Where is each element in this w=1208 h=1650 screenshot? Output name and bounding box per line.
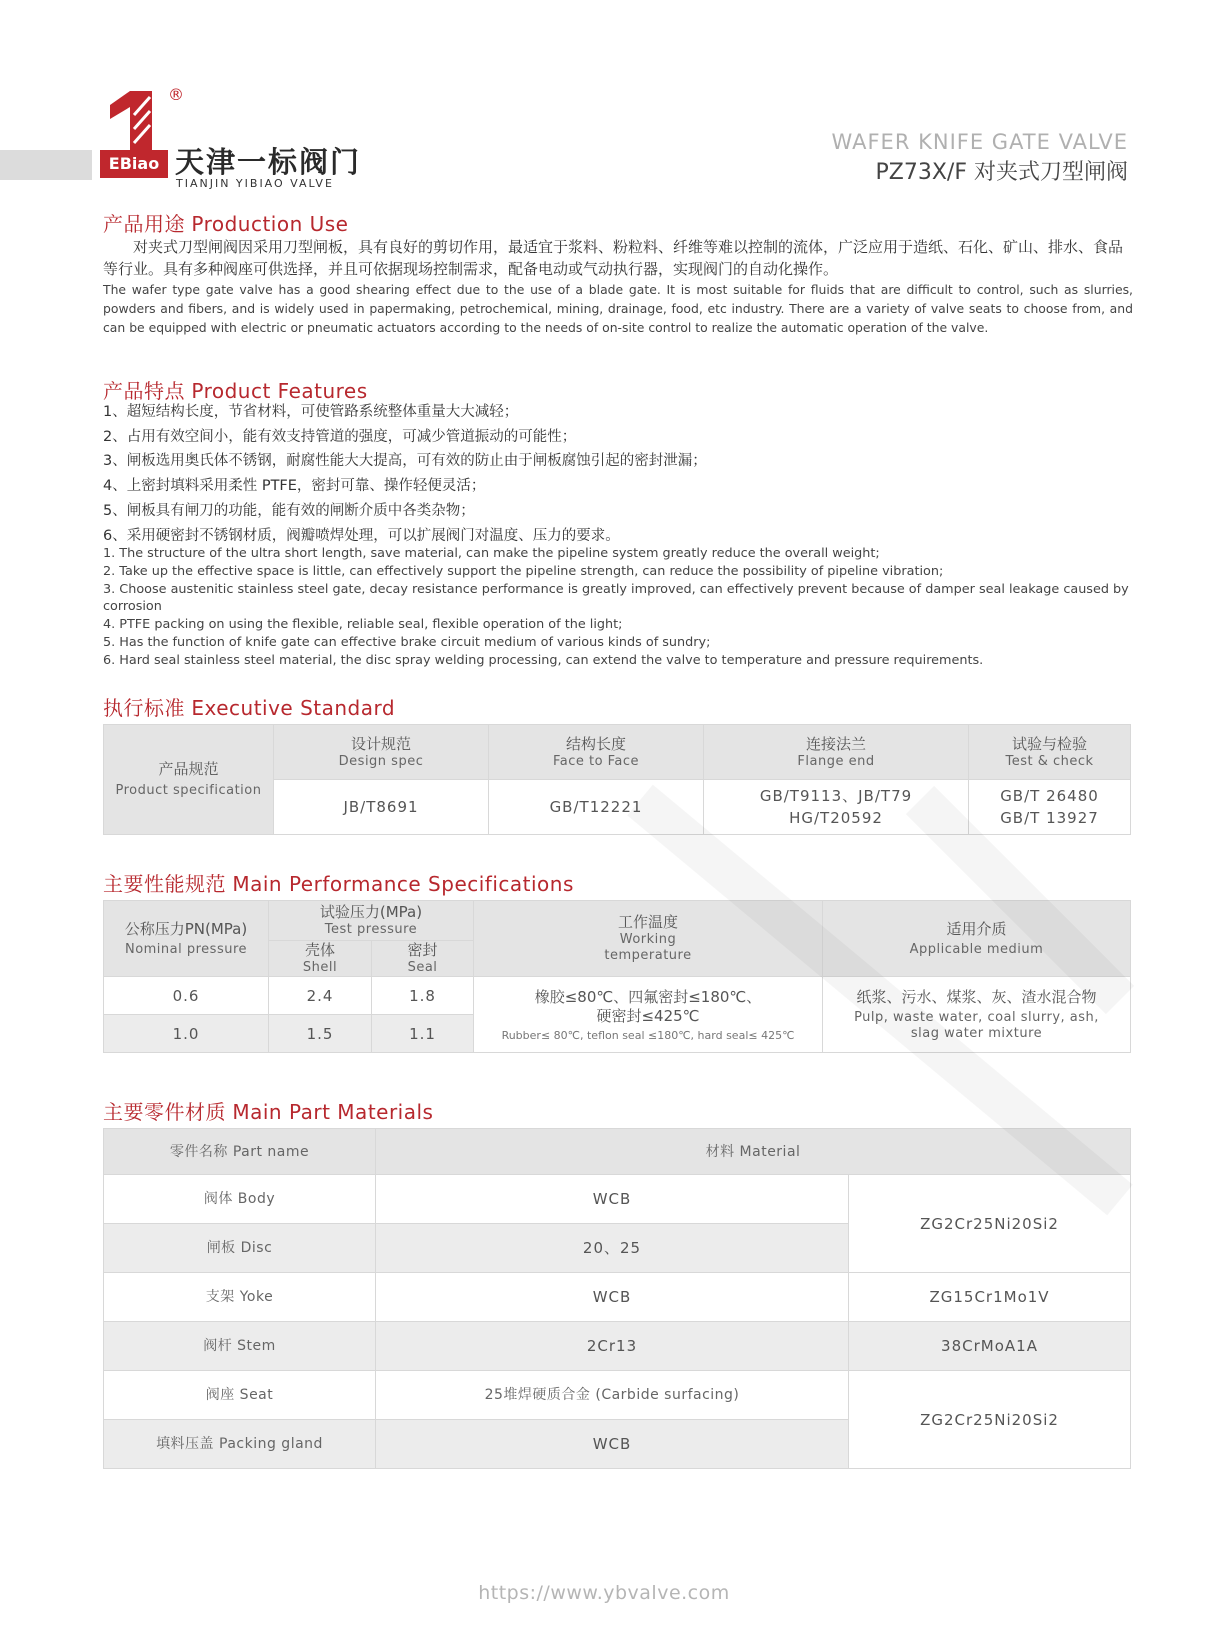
standard-col-header: 连接法兰 Flange end xyxy=(704,725,969,780)
test-pressure-header: 试验压力(MPa) Test pressure xyxy=(269,901,474,941)
part-name: 阀杆 Stem xyxy=(104,1322,376,1371)
header-accent-bar xyxy=(0,150,92,180)
part-name: 填料压盖 Packing gland xyxy=(104,1420,376,1469)
feature-item-cn: 5、闸板具有闸刀的功能，能有效的闸断介质中各类杂物； xyxy=(103,502,475,519)
standard-value: GB/T12221 xyxy=(489,780,704,835)
standard-col-header: 结构长度 Face to Face xyxy=(489,725,704,780)
seal-value: 1.1 xyxy=(372,1015,474,1053)
feature-item-cn: 1、超短结构长度，节省材料，可使管路系统整体重量大大减轻； xyxy=(103,404,519,420)
feature-item-en: 2. Take up the effective space is little, can effectively support the pipeline strength, can reduce the possibility of pipeline vibration; xyxy=(103,563,944,579)
section-title-features: 产品特点 Product Features xyxy=(103,379,368,403)
feature-item-en: 3. Choose austenitic stainless steel gate, decay resistance performance is greatly improved, can effectively prevent because of damper seal leakage caused by corrosion xyxy=(103,581,1129,615)
shell-value: 2.4 xyxy=(269,977,372,1015)
registered-mark: ® xyxy=(168,85,184,104)
material-value-2: ZG15Cr1Mo1V xyxy=(849,1273,1131,1322)
logo-badge: EBiao xyxy=(100,150,168,178)
part-name-header: 零件名称 Part name xyxy=(104,1129,376,1175)
section-title-materials: 主要零件材质 Main Part Materials xyxy=(103,1100,434,1124)
temperature-value: 橡胶≤80℃、四氟密封≤180℃、 硬密封≤425℃ Rubber≤ 80℃, teflon seal ≤180℃, hard seal≤ 425℃ xyxy=(474,977,823,1053)
product-title-en: WAFER KNIFE GATE VALVE xyxy=(831,130,1128,154)
feature-item-cn: 4、上密封填料采用柔性 PTFE，密封可靠、操作轻便灵活； xyxy=(103,478,486,495)
standard-col-header: 试验与检验 Test & check xyxy=(969,725,1131,780)
use-text-cn: 对夹式刀型闸阀因采用刀型闸板，具有良好的剪切作用，最适宜于浆料、粉粒料、纤维等难以控制的流体，广泛应用于造纸、石化、矿山、排水、食品等行业。具有多种阀座可供选择，并且可依据现场控制需求，配备电动或气动执行器，实现阀门的自动化操作。 xyxy=(103,238,1124,278)
material-merged-value: ZG2Cr25Ni20Si2 xyxy=(849,1371,1131,1469)
pn-header: 公称压力PN(MPa) Nominal pressure xyxy=(104,901,269,977)
medium-header: 适用介质 Applicable medium xyxy=(823,901,1131,977)
feature-item-en: 5. Has the function of knife gate can effective brake circuit medium of various kinds of sundry; xyxy=(103,634,711,650)
feature-item-en: 1. The structure of the ultra short length, save material, can make the pipeline system greatly reduce the overall weight; xyxy=(103,546,880,561)
material-merged-value: ZG2Cr25Ni20Si2 xyxy=(849,1175,1131,1273)
features-list-en xyxy=(103,545,1133,670)
temperature-header: 工作温度 Working temperature xyxy=(474,901,823,977)
company-name-cn: 天津一标阀门 xyxy=(175,145,362,179)
standard-table xyxy=(103,724,1131,835)
standard-col-header: 设计规范 Design spec xyxy=(274,725,489,780)
material-value: 20、25 xyxy=(376,1224,849,1273)
material-value: WCB xyxy=(376,1175,849,1224)
features-list-cn xyxy=(103,400,1133,548)
company-logo xyxy=(100,85,370,190)
section-title-standard: 执行标准 Executive Standard xyxy=(103,696,396,720)
shell-value: 1.5 xyxy=(269,1015,372,1053)
standard-value: GB/T9113、JB/T79 HG/T20592 xyxy=(704,780,969,835)
performance-table xyxy=(103,900,1131,1053)
pn-value: 1.0 xyxy=(104,1015,269,1053)
part-name: 阀体 Body xyxy=(104,1175,376,1224)
product-title-cn: PZ73X/F 对夹式刀型闸阀 xyxy=(875,160,1128,185)
material-header: 材料 Material xyxy=(376,1129,1131,1175)
shell-header: 壳体 Shell xyxy=(269,941,372,977)
pn-value: 0.6 xyxy=(104,977,269,1015)
feature-item-cn: 6、采用硬密封不锈钢材质，阀瓣喷焊处理，可以扩展阀门对温度、压力的要求。 xyxy=(103,527,620,544)
standard-row-label: 产品规范 Product specification xyxy=(104,725,274,835)
seal-header: 密封 Seal xyxy=(372,941,474,977)
material-value: 25堆焊硬质合金 (Carbide surfacing) xyxy=(376,1371,849,1420)
feature-item-cn: 3、闸板选用奥氏体不锈钢，耐腐性能大大提高，可有效的防止由于闸板腐蚀引起的密封泄漏； xyxy=(103,453,707,470)
part-name: 闸板 Disc xyxy=(104,1224,376,1273)
website-url[interactable]: https://www.ybvalve.com xyxy=(478,1582,730,1604)
feature-item-cn: 2、占用有效空间小，能有效支持管道的强度，可减少管道振动的可能性； xyxy=(103,428,577,445)
seal-value: 1.8 xyxy=(372,977,474,1015)
materials-table xyxy=(103,1128,1131,1469)
feature-item-en: 6. Hard seal stainless steel material, the disc spray welding processing, can extend the valve to temperature and pressure requirements. xyxy=(103,652,984,668)
part-name: 支架 Yoke xyxy=(104,1273,376,1322)
section-title-use: 产品用途 Production Use xyxy=(103,212,349,236)
material-value: WCB xyxy=(376,1420,849,1469)
standard-value: JB/T8691 xyxy=(274,780,489,835)
part-name: 阀座 Seat xyxy=(104,1371,376,1420)
medium-value: 纸浆、污水、煤浆、灰、渣水混合物 Pulp, waste water, coal slurry, ash, slag water mixture xyxy=(823,977,1131,1053)
material-value-2: 38CrMoA1A xyxy=(849,1322,1131,1371)
company-name-en: TIANJIN YIBIAO VALVE xyxy=(176,177,334,190)
material-value: WCB xyxy=(376,1273,849,1322)
feature-item-en: 4. PTFE packing on using the flexible, reliable seal, flexible operation of the light; xyxy=(103,617,623,633)
section-title-performance: 主要性能规范 Main Performance Specifications xyxy=(103,872,574,896)
standard-value: GB/T 26480 GB/T 13927 xyxy=(969,780,1131,835)
material-value: 2Cr13 xyxy=(376,1322,849,1371)
use-text-en: The wafer type gate valve has a good shearing effect due to the use of a blade gate. It is most suitable for fluids that are difficult to control, such as slurries, powders and fibers, and is widely used in papermaking, petrochemical, mining, drainage, food, etc industry. There are a variety of valve seats to choose from, and can be equipped with electric or pneumatic actuators according to the needs of on-site control to realize the automatic operation of the valve. xyxy=(103,282,1133,335)
